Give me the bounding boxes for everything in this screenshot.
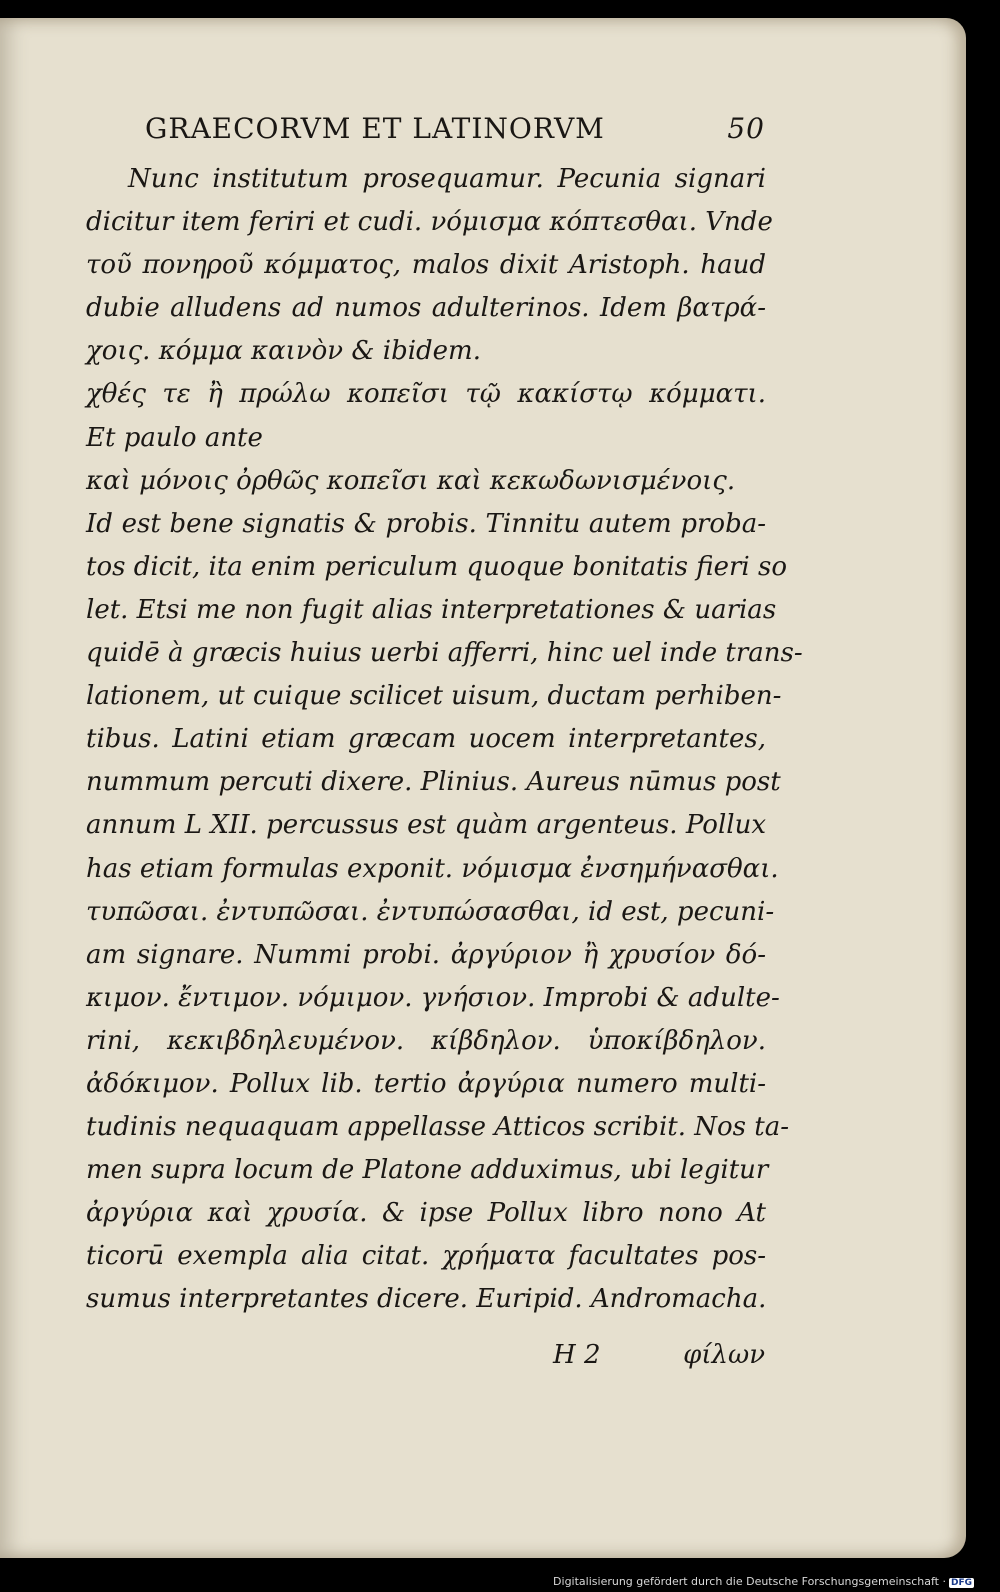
text-line: τοῦ πονηροῦ κόμματος, malos dixit Aristoph. haud bbox=[86, 250, 766, 281]
text-line: men supra locum de Platone adduximus, ubi legitur bbox=[86, 1155, 769, 1186]
text-line: κιμον. ἔντιμον. νόμιμον. γνήσιον. Improbi & adulte- bbox=[86, 982, 780, 1013]
text-line: χθές τε ἢ πρώλω κοπεῖσι τῷ κακίστῳ κόμματι. bbox=[86, 379, 766, 410]
text-line: nummum percuti dixere. Plinius. Aureus nūmus post bbox=[86, 767, 781, 798]
text-line: ticorū exempla alia citat. χρήματα facultates pos- bbox=[86, 1241, 766, 1272]
page-number: 50 bbox=[727, 112, 765, 145]
signature-mark: H 2 bbox=[553, 1340, 601, 1370]
text-line: χοις. κόμμα καινὸν & ibidem. bbox=[86, 336, 481, 367]
text-line: τυπῶσαι. ἐντυπῶσαι. ἐντυπώσασθαι, id est, pecuni- bbox=[86, 896, 775, 927]
text-line: let. Etsi me non fugit alias interpretationes & uarias bbox=[86, 594, 777, 625]
digitization-credit: Digitalisierung gefördert durch die Deutsche Forschungsgemeinschaft · DFG bbox=[553, 1575, 972, 1588]
text-line: dicitur item feriri et cudi. νόμισμα κόπτεσθαι. Vnde bbox=[86, 207, 773, 238]
text-line: lationem, ut cuique scilicet uisum, ductam perhiben- bbox=[86, 681, 782, 712]
text-line: has etiam formulas exponit. νόμισμα ἐνσημήνασθαι. bbox=[86, 853, 779, 884]
text-line: καὶ μόνοις ὀρθῶς κοπεῖσι καὶ κεκωδωνισμένοις. bbox=[86, 465, 736, 496]
body-text bbox=[86, 158, 803, 1322]
text-line: Id est bene signatis & probis. Tinnitu autem proba- bbox=[86, 508, 766, 539]
text-line: sumus interpretantes dicere. Euripid. Andromacha. bbox=[86, 1284, 767, 1315]
catchword: φίλων bbox=[683, 1340, 765, 1370]
text-line: Et paulo ante bbox=[86, 422, 263, 453]
text-line: ἀδόκιμον. Pollux lib. tertio ἀργύρια numero multi- bbox=[86, 1068, 766, 1099]
dfg-logo: DFG bbox=[950, 1578, 972, 1588]
text-line: am signare. Nummi probi. ἀργύριον ἢ χρυσίον δό- bbox=[86, 939, 766, 970]
text-line: tudinis nequaquam appellasse Atticos scribit. Nos ta- bbox=[86, 1112, 789, 1143]
running-title: GRAECORVM ET LATINORVM bbox=[145, 112, 605, 145]
text-line: rini, κεκιβδηλευμένον. κίβδηλον. ὑποκίβδηλον. bbox=[86, 1025, 766, 1056]
text-line: quidē à græcis huius uerbi afferri, hinc uel inde trans- bbox=[86, 638, 803, 669]
credit-text: Digitalisierung gefördert durch die Deutsche Forschungsgemeinschaft bbox=[553, 1575, 939, 1588]
signature-line bbox=[553, 1340, 765, 1370]
text-line: dubie alludens ad numos adulterinos. Idem βατρά- bbox=[86, 293, 766, 324]
text-line: ἀργύρια καὶ χρυσία. & ipse Pollux libro nono At bbox=[86, 1198, 766, 1229]
text-line: tos dicit, ita enim periculum quoque bonitatis fieri so bbox=[86, 551, 787, 582]
text-line: annum L XII. percussus est quàm argenteus. Pollux bbox=[86, 810, 766, 841]
text-line: Nunc institutum prosequamur. Pecunia signari bbox=[128, 164, 766, 194]
running-header bbox=[145, 112, 765, 145]
text-line: tibus. Latini etiam græcam uocem interpretantes, bbox=[86, 724, 766, 755]
